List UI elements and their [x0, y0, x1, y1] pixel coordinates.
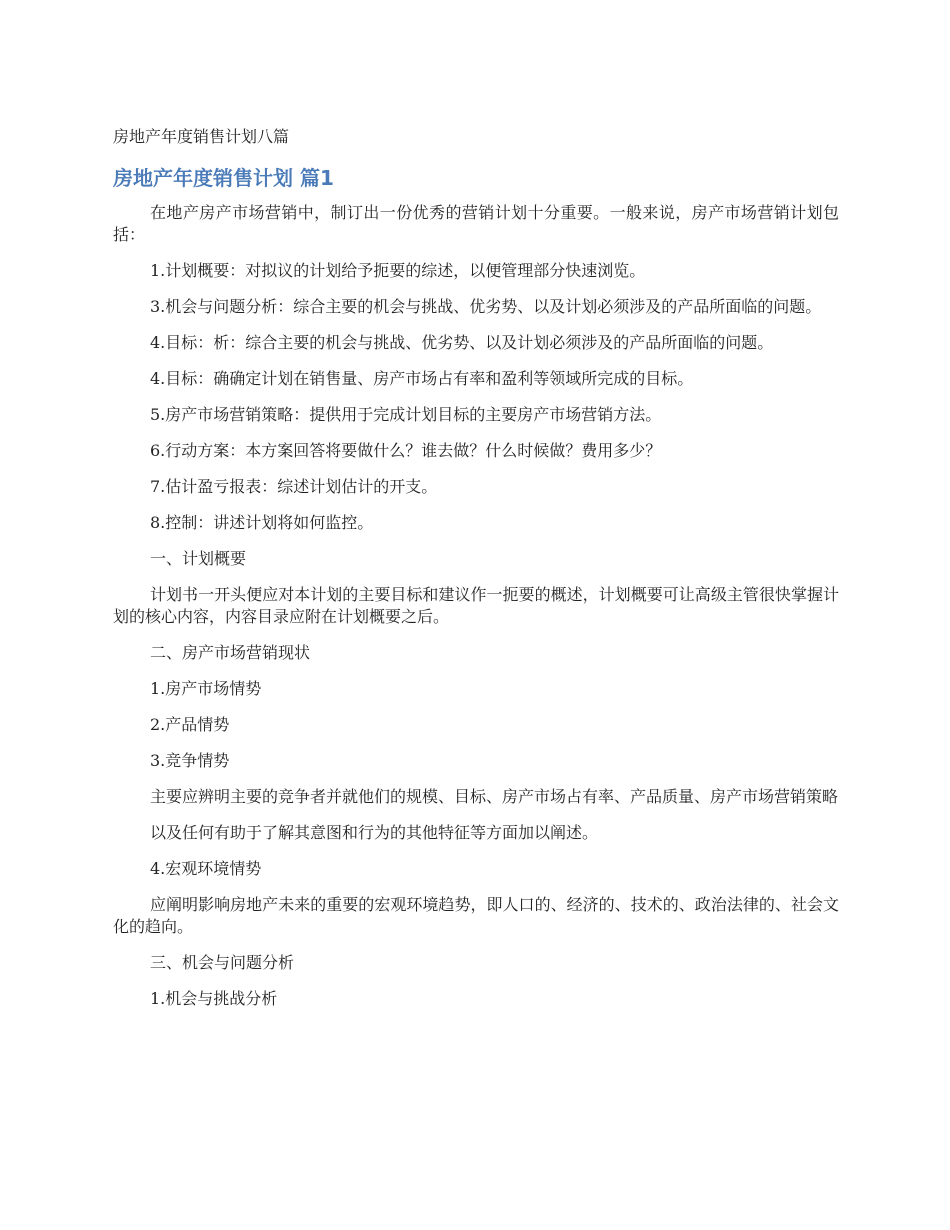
paragraph-summary: 计划书一开头便应对本计划的主要目标和建议作一扼要的概述，计划概要可让高级主管很快掌握计划的核心内容，内容目录应附在计划概要之后。 — [113, 585, 839, 626]
section-heading: 房地产年度销售计划 篇1 — [113, 166, 334, 190]
subsection-heading-1: 一、计划概要 — [150, 549, 247, 568]
paragraph-item-8: 8.控制：讲述计划将如何监控。 — [150, 513, 374, 532]
document-title: 房地产年度销售计划八篇 — [113, 127, 290, 146]
paragraph-macro: 4.宏观环境情势 — [150, 859, 262, 878]
paragraph-item-6: 6.行动方案：本方案回答将要做什么？谁去做？什么时候做？费用多少？ — [150, 441, 662, 460]
paragraph-competition: 3.竞争情势 — [150, 751, 230, 770]
subsection-heading-3: 三、机会与问题分析 — [150, 953, 295, 972]
paragraph-intro: 在地产房产市场营销中，制订出一份优秀的营销计划十分重要。一般来说，房产市场营销计划包括： — [113, 203, 839, 244]
paragraph-opportunity: 1.机会与挑战分析 — [150, 989, 278, 1008]
paragraph-item-3: 3.机会与问题分析：综合主要的机会与挑战、优劣势、以及计划必须涉及的产品所面临的问题。 — [150, 297, 822, 316]
paragraph-item-4a: 4.目标：析：综合主要的机会与挑战、优劣势、以及计划必须涉及的产品所面临的问题。 — [150, 333, 774, 352]
subsection-heading-2: 二、房产市场营销现状 — [150, 643, 311, 662]
paragraph-item-5: 5.房产市场营销策略：提供用于完成计划目标的主要房产市场营销方法。 — [150, 405, 662, 424]
paragraph-item-7: 7.估计盈亏报表：综述计划估计的开支。 — [150, 477, 438, 496]
paragraph-item-4b: 4.目标：确确定计划在销售量、房产市场占有率和盈利等领域所完成的目标。 — [150, 369, 694, 388]
paragraph-macro-detail: 应阐明影响房地产未来的重要的宏观环境趋势，即人口的、经济的、技术的、政治法律的、社会文化的趋向。 — [113, 895, 839, 936]
paragraph-market: 1.房产市场情势 — [150, 679, 262, 698]
paragraph-product: 2.产品情势 — [150, 715, 230, 734]
paragraph-item-1: 1.计划概要：对拟议的计划给予扼要的综述，以便管理部分快速浏览。 — [150, 261, 646, 280]
document-page — [113, 120, 839, 1024]
paragraph-competition-detail: 主要应辨明主要的竞争者并就他们的规模、目标、房产市场占有率、产品质量、房产市场营销策略 — [150, 787, 839, 806]
paragraph-competition-detail-2: 以及任何有助于了解其意图和行为的其他特征等方面加以阐述。 — [150, 823, 599, 842]
